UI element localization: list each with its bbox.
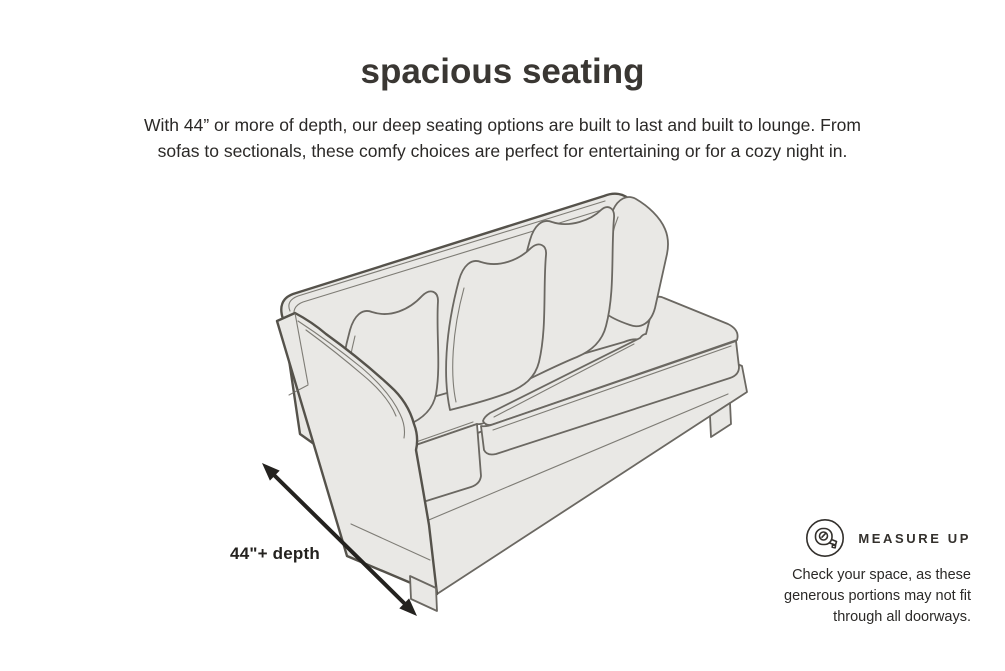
measure-up-heading: MEASURE UP — [858, 530, 971, 546]
tape-measure-icon — [805, 518, 845, 558]
measure-up-header — [721, 518, 971, 558]
measure-up-note — [721, 565, 971, 628]
page-title: spacious seating — [360, 52, 645, 91]
depth-dimension-label: 44"+ depth — [230, 544, 320, 563]
intro-line: sofas to sectionals, these comfy choices are perfect for entertaining or for a cozy night in. — [157, 141, 848, 161]
measure-up-note-line: through all doorways. — [833, 609, 971, 625]
sofa-illustration — [250, 180, 770, 640]
measure-up-note-line: generous portions may not fit — [784, 588, 971, 604]
intro-line: With 44” or more of depth, our deep seating options are built to last and built to lounge. From — [144, 115, 861, 135]
measure-up-note-line: Check your space, as these — [792, 567, 971, 583]
intro-text — [0, 112, 1005, 164]
measure-up-section — [721, 518, 971, 628]
